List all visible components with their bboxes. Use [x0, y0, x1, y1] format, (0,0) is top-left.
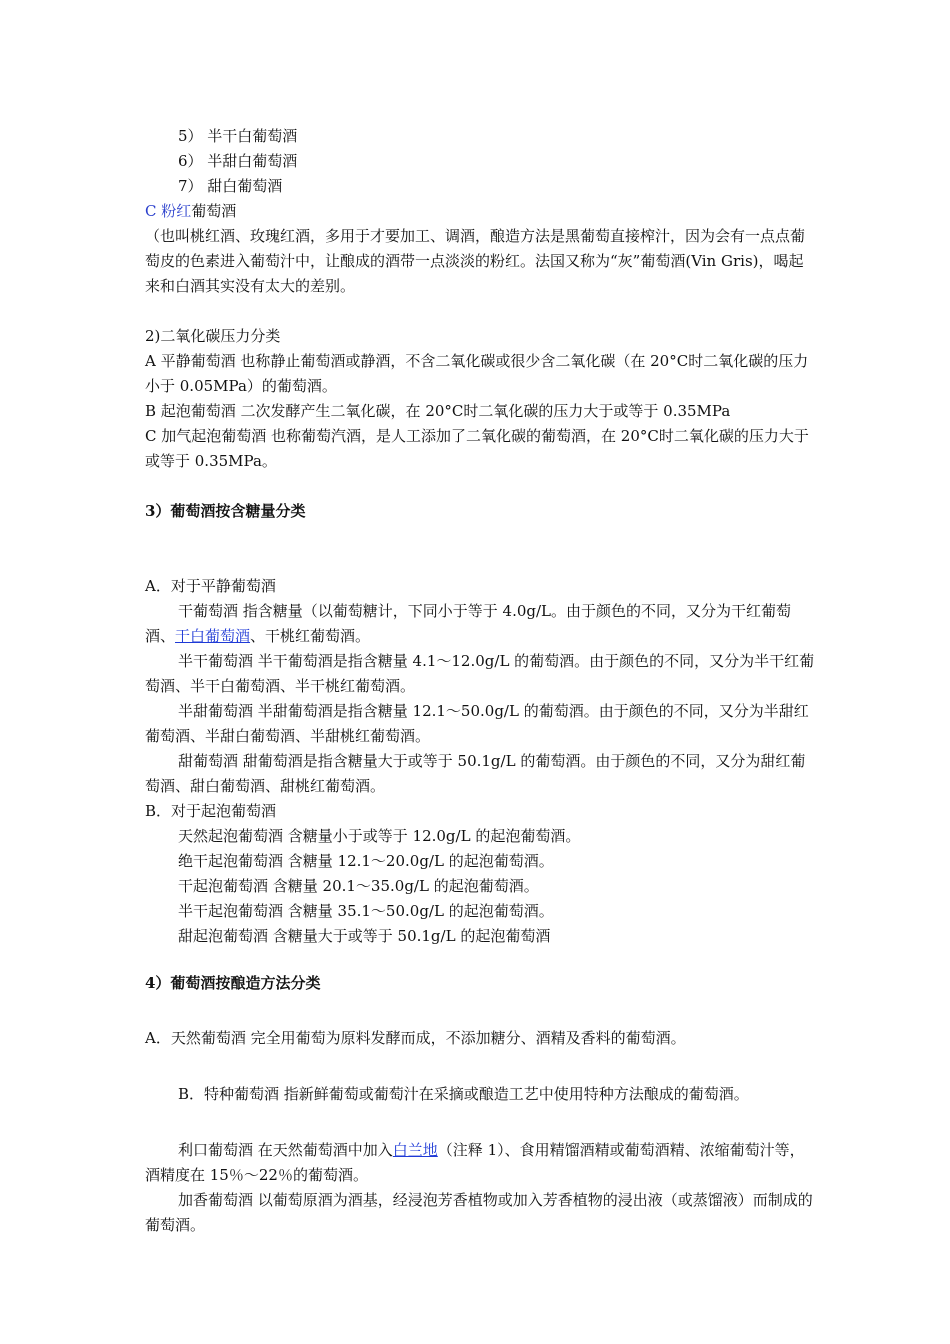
aromatic-wine-paragraph: 加香葡萄酒 以葡萄原酒为酒基，经浸泡芳香植物或加入芳香植物的浸出液（或蒸馏液）而制成的葡萄酒。	[145, 1191, 813, 1234]
dry-wine-paragraph	[145, 599, 817, 649]
spacer	[145, 1051, 817, 1082]
pink-wine-description: （也叫桃红酒、玫瑰红酒，多用于才要加工、调酒，酿造方法是黑葡萄直接榨汁，因为会有一点点葡萄皮的色素进入葡萄汁中，让酿成的酒带一点淡淡的粉红。法国又称为“灰”葡萄酒(Vin Gris)，喝起来和白酒其实没有太大的差别。	[145, 227, 806, 295]
liqueur-wine-paragraph	[145, 1138, 817, 1188]
liqueur-wine-text: 利口葡萄酒 在天然葡萄酒中加入	[178, 1141, 393, 1159]
list-item: 7） 甜白葡萄酒	[178, 177, 283, 195]
spacer	[145, 299, 817, 324]
spacer	[145, 996, 817, 1026]
list-item: 甜起泡葡萄酒 含糖量大于或等于 50.1g/L 的起泡葡萄酒	[178, 927, 551, 945]
dry-wine-text-end: 、干桃红葡萄酒。	[250, 627, 371, 645]
co2-still-wine: A 平静葡萄酒 也称静止葡萄酒或静酒，不含二氧化碳或很少含二氧化碳（在 20°C时二氧化碳的压力小于 0.05MPa）的葡萄酒。	[145, 352, 809, 395]
still-wine-subheading: A．对于平静葡萄酒	[145, 577, 276, 595]
list-item: 5） 半干白葡萄酒	[178, 127, 298, 145]
special-wine-paragraph: B．特种葡萄酒 指新鲜葡萄或葡萄汁在采摘或酿造工艺中使用特种方法酿成的葡萄酒。	[178, 1085, 749, 1103]
pink-wine-prefix: C 粉红	[145, 202, 192, 220]
semi-dry-wine-paragraph: 半干葡萄酒 半干葡萄酒是指含糖量 4.1～12.0g/L 的葡萄酒。由于颜色的不同，又分为半干红葡萄酒、半干白葡萄酒、半干桃红葡萄酒。	[145, 652, 815, 695]
list-item: 干起泡葡萄酒 含糖量 20.1～35.0g/L 的起泡葡萄酒。	[178, 877, 539, 895]
co2-heading: 2)二氧化碳压力分类	[145, 327, 281, 345]
pink-wine-title	[145, 199, 817, 224]
sweet-wine-paragraph: 甜葡萄酒 甜葡萄酒是指含糖量大于或等于 50.1g/L 的葡萄酒。由于颜色的不同，又分为甜红葡萄酒、甜白葡萄酒、甜桃红葡萄酒。	[145, 752, 806, 795]
document-page	[145, 124, 817, 1238]
pink-wine-suffix: 葡萄酒	[191, 202, 237, 220]
list-item: 天然起泡葡萄酒 含糖量小于或等于 12.0g/L 的起泡葡萄酒。	[178, 827, 581, 845]
list-item: 绝干起泡葡萄酒 含糖量 12.1～20.0g/L 的起泡葡萄酒。	[178, 852, 554, 870]
spacer	[145, 549, 817, 574]
semi-sweet-wine-paragraph: 半甜葡萄酒 半甜葡萄酒是指含糖量 12.1～50.0g/L 的葡萄酒。由于颜色的不同，又分为半甜红葡萄酒、半甜白葡萄酒、半甜桃红葡萄酒。	[145, 702, 809, 745]
list-item: 半干起泡葡萄酒 含糖量 35.1～50.0g/L 的起泡葡萄酒。	[178, 902, 554, 920]
brandy-link[interactable]: 白兰地	[392, 1141, 438, 1159]
dry-wine-text: 干葡萄酒 指含糖量（以葡萄糖计，下同小于等于 4.0g/L。由于颜色的不同，又分为干红葡萄酒、	[145, 602, 792, 645]
co2-carbonated-wine: C 加气起泡葡萄酒 也称葡萄汽酒，是人工添加了二氧化碳的葡萄酒，在 20°C时二氧化碳的压力大于或等于 0.35MPa。	[145, 427, 809, 470]
co2-sparkling-wine: B 起泡葡萄酒 二次发酵产生二氧化碳，在 20°C时二氧化碳的压力大于或等于 0.35MPa	[145, 402, 731, 420]
spacer	[145, 474, 817, 499]
method-heading: 4）葡萄酒按酿造方法分类	[145, 974, 321, 992]
spacer	[145, 524, 817, 549]
dry-white-wine-link[interactable]: 干白葡萄酒	[175, 627, 251, 645]
natural-wine-paragraph: A．天然葡萄酒 完全用葡萄为原料发酵而成，不添加糖分、酒精及香料的葡萄酒。	[145, 1029, 686, 1047]
sparkling-wine-subheading: B．对于起泡葡萄酒	[145, 802, 277, 820]
sugar-heading: 3）葡萄酒按含糖量分类	[145, 502, 306, 520]
spacer	[145, 1107, 817, 1138]
spacer	[145, 949, 817, 971]
liqueur-wine-text-end: （注释 1）、食用精馏酒精或葡萄酒精、浓缩葡萄汁等，酒精度在 15％～22％的葡萄酒。	[145, 1141, 805, 1184]
list-item: 6） 半甜白葡萄酒	[178, 152, 298, 170]
